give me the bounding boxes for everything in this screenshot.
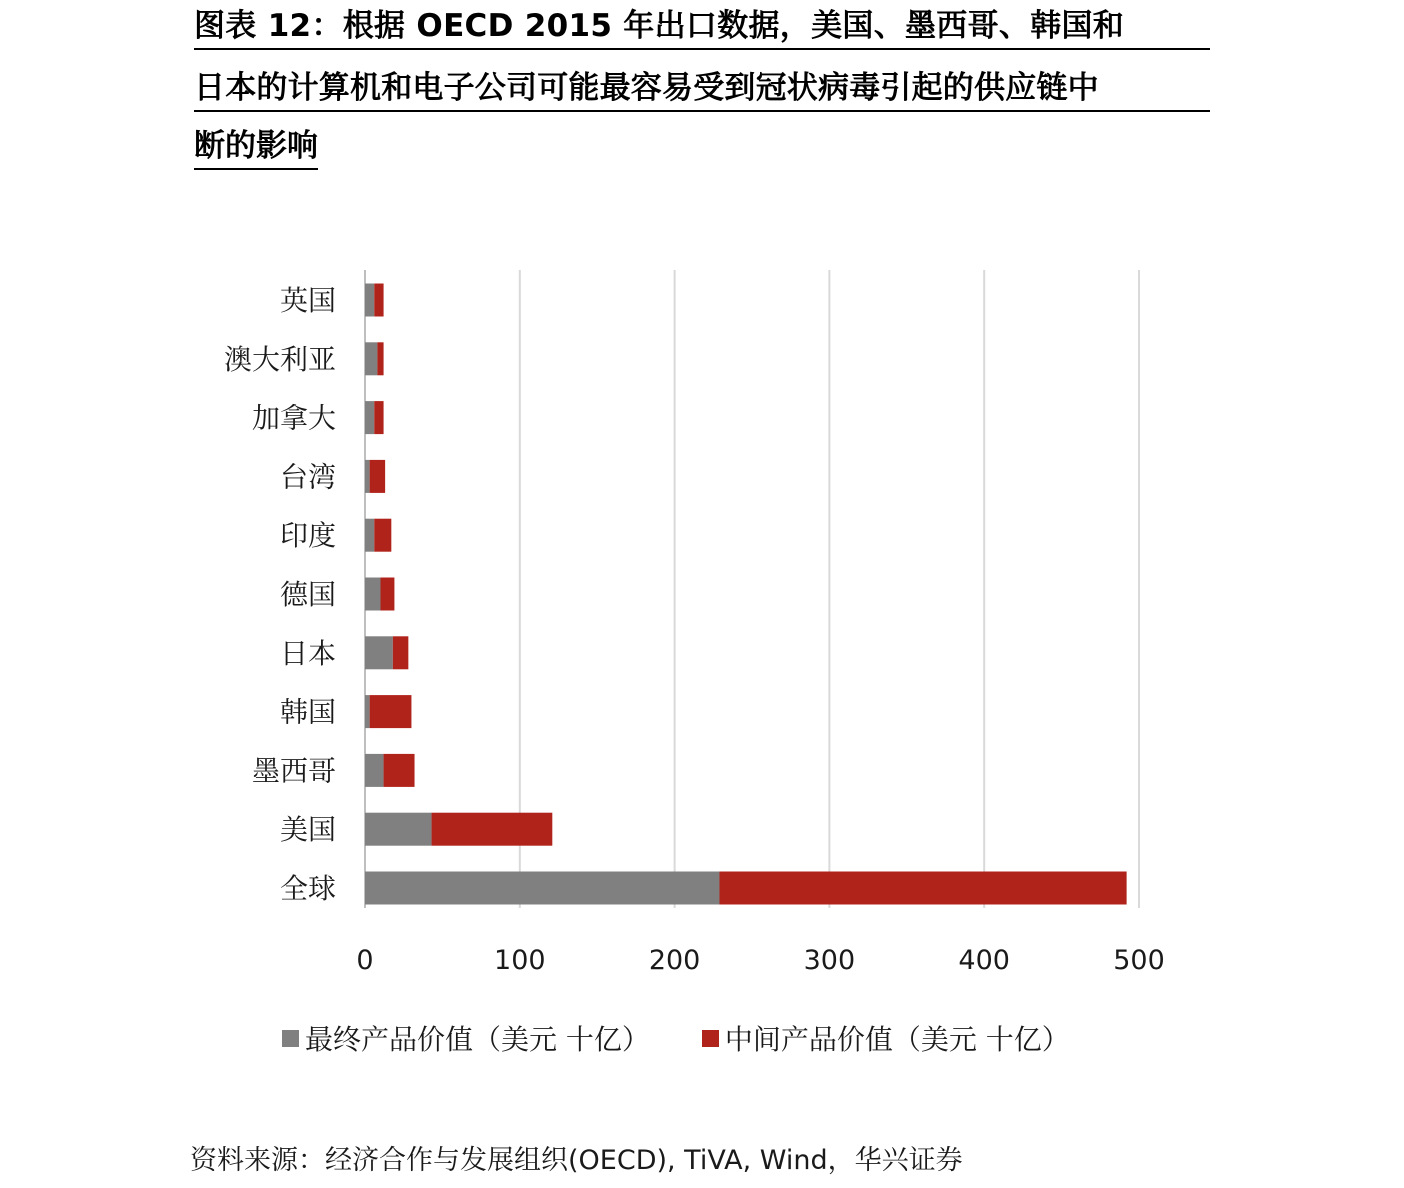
bar-intermediate xyxy=(432,813,553,846)
legend-label-intermediate: 中间产品价值（美元 十亿） xyxy=(724,1023,1070,1056)
bar-final xyxy=(365,695,370,728)
bar-intermediate xyxy=(374,519,391,552)
legend-swatch-final xyxy=(282,1030,299,1047)
category-label: 日本 xyxy=(279,636,336,670)
bars xyxy=(365,284,1127,905)
chart-title-line-2: 日本的计算机和电子公司可能最容易受到冠状病毒引起的供应链中 xyxy=(194,70,1210,112)
bar-final xyxy=(365,519,374,552)
bar-intermediate xyxy=(374,401,383,434)
category-label: 印度 xyxy=(279,519,336,553)
bar-intermediate xyxy=(377,342,383,375)
chart-title-line-1: 图表 12：根据 OECD 2015 年出口数据，美国、墨西哥、韩国和 xyxy=(194,8,1210,50)
bar-final xyxy=(365,754,384,787)
legend-item-intermediate xyxy=(702,1018,1070,1058)
legend-item-final xyxy=(282,1018,650,1058)
x-tick-label: 0 xyxy=(356,945,374,976)
chart-title-line-3: 断的影响 xyxy=(194,128,318,170)
bar-final xyxy=(365,460,370,493)
x-tick-label: 300 xyxy=(803,945,856,976)
x-tick-labels xyxy=(356,945,1164,976)
bar-intermediate xyxy=(719,872,1126,905)
bar-intermediate xyxy=(380,578,394,611)
bar-intermediate xyxy=(384,754,415,787)
category-label: 澳大利亚 xyxy=(223,342,336,376)
source-note: 资料来源：经济合作与发展组织(OECD), TiVA, Wind，华兴证券 xyxy=(190,1145,963,1176)
bar-intermediate xyxy=(370,460,385,493)
category-label: 加拿大 xyxy=(251,401,336,435)
x-tick-label: 500 xyxy=(1113,945,1165,976)
category-label: 全球 xyxy=(279,872,336,905)
category-label: 美国 xyxy=(279,813,336,847)
category-labels xyxy=(224,284,336,905)
bar-intermediate xyxy=(393,636,408,669)
bar-final xyxy=(365,342,377,375)
bar-final xyxy=(365,813,432,846)
category-label: 德国 xyxy=(279,578,336,611)
legend xyxy=(282,1018,1122,1058)
bar-final xyxy=(365,636,393,669)
bar-final xyxy=(365,284,374,317)
bar-intermediate xyxy=(374,284,383,317)
gridlines xyxy=(365,270,1139,908)
category-label: 墨西哥 xyxy=(251,754,336,788)
x-tick-label: 400 xyxy=(958,945,1010,976)
category-label: 英国 xyxy=(279,284,336,317)
legend-swatch-intermediate xyxy=(702,1030,719,1047)
x-tick-label: 200 xyxy=(648,945,701,976)
category-label: 台湾 xyxy=(279,460,336,494)
bar-intermediate xyxy=(370,695,412,728)
x-tick-label: 100 xyxy=(494,945,546,976)
legend-label-final: 最终产品价值（美元 十亿） xyxy=(305,1023,650,1056)
bar-final xyxy=(365,578,380,611)
bar-final xyxy=(365,401,374,434)
bar-final xyxy=(365,872,719,905)
category-label: 韩国 xyxy=(279,695,336,729)
